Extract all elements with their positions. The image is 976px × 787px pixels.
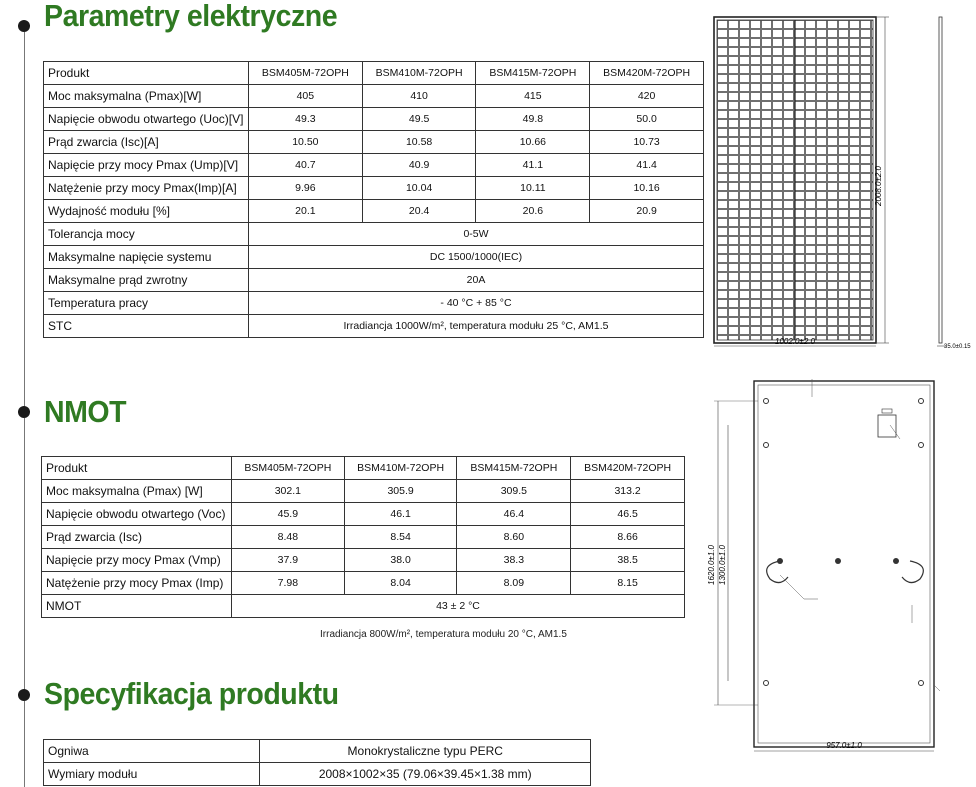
junction-box-icon xyxy=(878,415,896,437)
cell-value: 49.8 xyxy=(476,108,590,131)
row-label: NMOT xyxy=(42,595,232,618)
cell-value: Monokrystaliczne typu PERC xyxy=(260,740,591,763)
mounting-hole-icon xyxy=(764,399,769,404)
dim-back-height-outer: 1620.0±1.0 xyxy=(707,545,716,585)
cell-value: 45.9 xyxy=(231,503,344,526)
cell-value: 46.5 xyxy=(571,503,685,526)
row-label: Maksymalne prąd zwrotny xyxy=(44,269,249,292)
cell-value: 10.73 xyxy=(590,131,704,154)
row-label: Napięcie przy mocy Pmax (Vmp) xyxy=(42,549,232,572)
cell-value: 8.60 xyxy=(457,526,571,549)
cell-value: 40.9 xyxy=(362,154,476,177)
model-header: BSM420M-72OPH xyxy=(590,62,704,85)
electrical-table xyxy=(43,61,704,338)
mounting-hole-icon xyxy=(919,681,924,686)
nmot-note: Irradiancja 800W/m², temperatura modułu 20 °C, AM1.5 xyxy=(320,629,567,640)
row-label: Moc maksymalna (Pmax) [W] xyxy=(42,480,232,503)
cell-value: Irradiancja 1000W/m², temperatura modułu 25 °C, AM1.5 xyxy=(248,315,703,338)
cell-value: 420 xyxy=(590,85,704,108)
cell-value: 8.66 xyxy=(571,526,685,549)
header-label: Produkt xyxy=(42,457,232,480)
dim-front-height: 2008.0±2.0 xyxy=(874,166,883,206)
cell-value: 20A xyxy=(248,269,703,292)
dim-thickness: 35.0±0.15 xyxy=(944,344,971,350)
cell-value: 309.5 xyxy=(457,480,571,503)
cell-value: 38.0 xyxy=(344,549,457,572)
cell-value: 41.4 xyxy=(590,154,704,177)
dim-back-width: 957.0±1.0 xyxy=(826,741,862,750)
heading-spec: Specyfikacja produktu xyxy=(44,676,339,711)
table-row xyxy=(44,177,704,200)
module-back-drawing xyxy=(700,365,976,787)
cell-value: 0-5W xyxy=(248,223,703,246)
row-label: Wydajność modułu [%] xyxy=(44,200,249,223)
row-label: Temperatura pracy xyxy=(44,292,249,315)
table-row xyxy=(44,740,591,763)
cell-value: 10.50 xyxy=(248,131,362,154)
table-row xyxy=(42,480,685,503)
cell-value: 49.5 xyxy=(362,108,476,131)
nmot-table xyxy=(41,456,685,618)
table-row xyxy=(42,549,685,572)
module-front-drawing xyxy=(705,8,976,353)
table-row xyxy=(44,269,704,292)
cell-value: 7.98 xyxy=(231,572,344,595)
row-label: STC xyxy=(44,315,249,338)
table-row xyxy=(44,62,704,85)
row-label: Ogniwa xyxy=(44,740,260,763)
row-label: Prąd zwarcia (Isc)[A] xyxy=(44,131,249,154)
table-row xyxy=(42,595,685,618)
row-label: Prąd zwarcia (Isc) xyxy=(42,526,232,549)
cell-value: 10.16 xyxy=(590,177,704,200)
cell-value: 38.3 xyxy=(457,549,571,572)
row-label: Natężenie przy mocy Pmax (Imp) xyxy=(42,572,232,595)
cell-value: 415 xyxy=(476,85,590,108)
cell-value: 8.48 xyxy=(231,526,344,549)
section-bullet xyxy=(18,406,30,418)
cell-value: 46.1 xyxy=(344,503,457,526)
mounting-hole-icon xyxy=(764,681,769,686)
section-line xyxy=(24,32,25,412)
model-header: BSM415M-72OPH xyxy=(457,457,571,480)
table-row xyxy=(44,763,591,786)
cell-value: DC 1500/1000(IEC) xyxy=(248,246,703,269)
cell-value: 313.2 xyxy=(571,480,685,503)
cell-value: 37.9 xyxy=(231,549,344,572)
mounting-hole-icon xyxy=(764,443,769,448)
model-header: BSM410M-72OPH xyxy=(344,457,457,480)
cell-value: 50.0 xyxy=(590,108,704,131)
spec-table xyxy=(43,739,591,786)
table-row xyxy=(44,154,704,177)
heading-electrical: Parametry elektryczne xyxy=(44,0,338,33)
section-bullet xyxy=(18,689,30,701)
cell-value: 40.7 xyxy=(248,154,362,177)
table-row xyxy=(42,572,685,595)
table-row xyxy=(44,223,704,246)
model-header: BSM420M-72OPH xyxy=(571,457,685,480)
mounting-hole-icon xyxy=(919,399,924,404)
cell-value: 46.4 xyxy=(457,503,571,526)
cell-value: 405 xyxy=(248,85,362,108)
cell-value: 8.54 xyxy=(344,526,457,549)
section-line xyxy=(24,701,25,787)
row-label: Maksymalne napięcie systemu xyxy=(44,246,249,269)
row-label: Moc maksymalna (Pmax)[W] xyxy=(44,85,249,108)
table-row xyxy=(44,292,704,315)
cell-value: 10.11 xyxy=(476,177,590,200)
table-row xyxy=(44,315,704,338)
cell-value: 20.1 xyxy=(248,200,362,223)
table-row xyxy=(44,246,704,269)
cell-value: 10.58 xyxy=(362,131,476,154)
model-header: BSM405M-72OPH xyxy=(248,62,362,85)
model-header: BSM405M-72OPH xyxy=(231,457,344,480)
model-header: BSM415M-72OPH xyxy=(476,62,590,85)
cell-value: 41.1 xyxy=(476,154,590,177)
row-label: Napięcie przy mocy Pmax (Ump)[V] xyxy=(44,154,249,177)
model-header: BSM410M-72OPH xyxy=(362,62,476,85)
cell-value: 305.9 xyxy=(344,480,457,503)
table-row xyxy=(42,457,685,480)
row-label: Wymiary modułu xyxy=(44,763,260,786)
cable-icon xyxy=(767,561,788,583)
section-bullet xyxy=(18,20,30,32)
cell-value: 9.96 xyxy=(248,177,362,200)
table-row xyxy=(42,526,685,549)
cell-value: 2008×1002×35 (79.06×39.45×1.38 mm) xyxy=(260,763,591,786)
cell-value: 410 xyxy=(362,85,476,108)
cell-value: 10.66 xyxy=(476,131,590,154)
row-label: Napięcie obwodu otwartego (Voc) xyxy=(42,503,232,526)
cell-value: 49.3 xyxy=(248,108,362,131)
cell-value: 10.04 xyxy=(362,177,476,200)
row-label: Napięcie obwodu otwartego (Uoc)[V] xyxy=(44,108,249,131)
cell-value: 8.09 xyxy=(457,572,571,595)
row-label: Tolerancja mocy xyxy=(44,223,249,246)
cell-value: 20.4 xyxy=(362,200,476,223)
row-label: Natężenie przy mocy Pmax(Imp)[A] xyxy=(44,177,249,200)
dim-front-width: 1002.0±2.0 xyxy=(775,337,815,346)
cell-value: - 40 °C + 85 °C xyxy=(248,292,703,315)
cell-value: 38.5 xyxy=(571,549,685,572)
table-row xyxy=(44,131,704,154)
header-label: Produkt xyxy=(44,62,249,85)
table-row xyxy=(44,85,704,108)
cell-value: 302.1 xyxy=(231,480,344,503)
mounting-hole-icon xyxy=(919,443,924,448)
section-line xyxy=(24,418,25,690)
cell-value: 20.9 xyxy=(590,200,704,223)
table-row xyxy=(42,503,685,526)
cell-value: 20.6 xyxy=(476,200,590,223)
cable-icon xyxy=(902,561,923,583)
dim-back-height-inner: 1300.0±1.0 xyxy=(718,545,727,585)
cell-value: 8.15 xyxy=(571,572,685,595)
cell-value: 43 ± 2 °C xyxy=(231,595,684,618)
heading-nmot: NMOT xyxy=(44,394,127,429)
table-row xyxy=(44,200,704,223)
table-row xyxy=(44,108,704,131)
cell-value: 8.04 xyxy=(344,572,457,595)
